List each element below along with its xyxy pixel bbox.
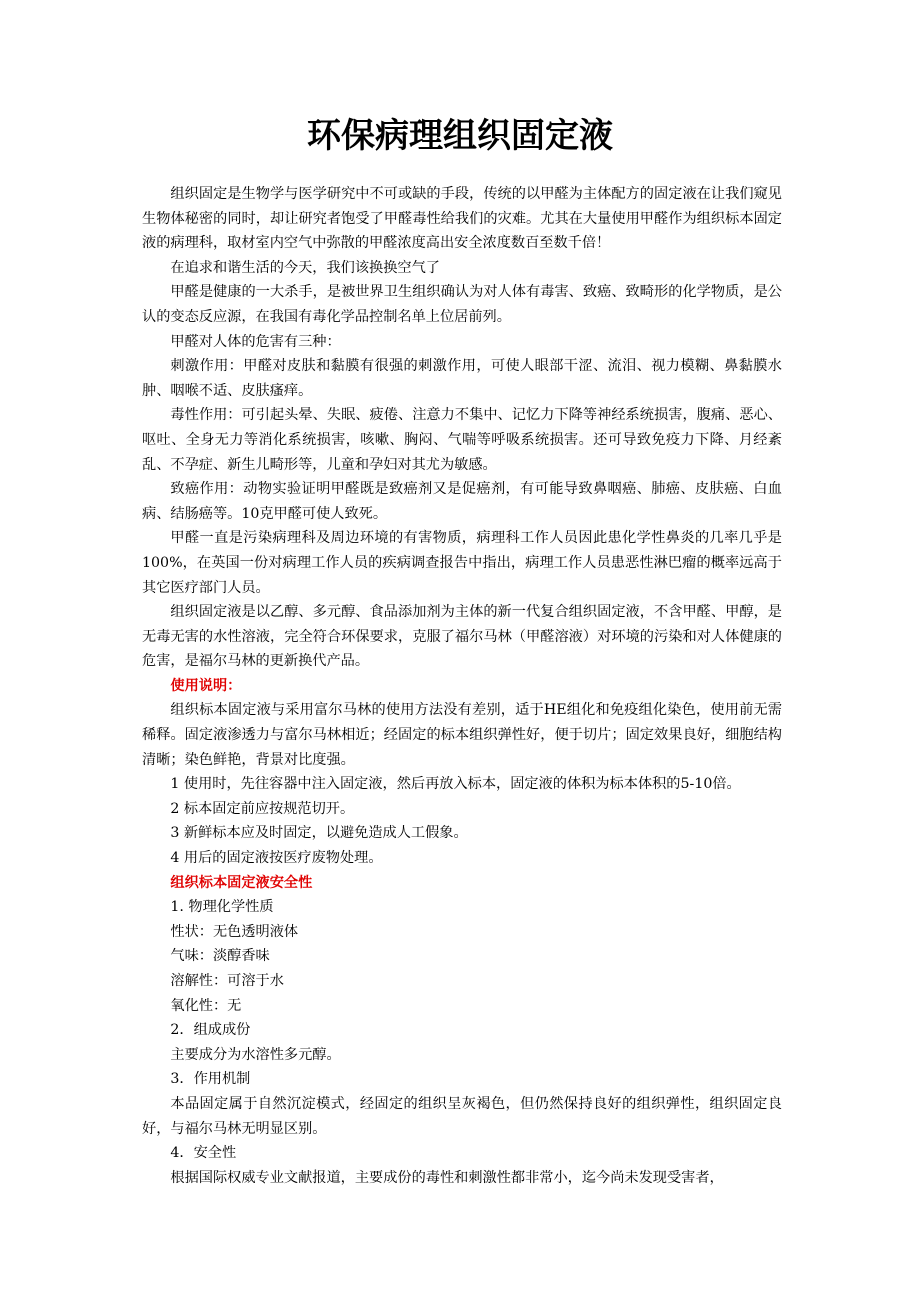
safety-section-1-heading: 1. 物理化学性质: [170, 899, 274, 916]
paragraph-irritation: 刺激作用：甲醛对皮肤和黏膜有很强的刺激作用，可使人眼部干涩、流泪、视力模糊、鼻黏膜水肿、咽喉不适、皮肤瘙痒。: [142, 358, 782, 399]
paragraph-formaldehyde-killer: 甲醛是健康的一大杀手，是被世界卫生组织确认为对人体有毒害、致癌、致畸形的化学物质，是公认的变态反应源，在我国有毒化学品控制名单上位居前列。: [142, 284, 782, 325]
paragraph-intro: 组织固定是生物学与医学研究中不可或缺的手段，传统的以甲醛为主体配方的固定液在让我们窥见生物体秘密的同时，却让研究者饱受了甲醛毒性给我们的灾难。尤其在大量使用甲醛作为组织标本固定液的病理科，取材室内空气中弥散的甲醛浓度高出安全浓度数百至数千倍！: [142, 186, 782, 252]
usage-heading: 使用说明：: [170, 677, 242, 694]
document-title: 环保病理组织固定液: [307, 116, 613, 156]
usage-step-4: 4 用后的固定液按医疗废物处理。: [170, 850, 383, 867]
usage-step-2: 2 标本固定前应按规范切开。: [170, 800, 355, 817]
usage-step-3: 3 新鲜标本应及时固定，以避免造成人工假象。: [170, 825, 468, 842]
safety-heading: 组织标本固定液安全性: [170, 874, 313, 891]
safety-odor: 气味：淡醇香味: [170, 948, 270, 965]
paragraph-carcinogenic: 致癌作用：动物实验证明甲醛既是致癌剂又是促癌剂，有可能导致鼻咽癌、肺癌、皮肤癌、白血病、结肠癌等。10克甲醛可使人致死。: [142, 481, 782, 522]
paragraph-product-intro: 组织固定液是以乙醇、多元醇、食品添加剂为主体的新一代复合组织固定液，不含甲醛、甲醇，是无毒无害的水性溶液，完全符合环保要求，克服了福尔马林（甲醛溶液）对环境的污染和对人体健康的危害，是福尔马林的更新换代产品。: [142, 604, 782, 670]
safety-oxidizing: 氧化性：无: [170, 997, 242, 1014]
safety-appearance: 性状：无色透明液体: [170, 923, 299, 940]
usage-paragraph: 组织标本固定液与采用富尔马林的使用方法没有差别，适于HE组化和免疫组化染色，使用前无需稀释。固定液渗透力与富尔马林相近；经固定的标本组织弹性好，便于切片；固定效果良好，细胞结构清晰；染色鲜艳，背景对比度强。: [142, 702, 782, 768]
safety-section-2-heading: 2．组成成份: [170, 1022, 251, 1039]
paragraph-toxicity: 毒性作用：可引起头晕、失眠、疲倦、注意力不集中、记忆力下降等神经系统损害，腹痛、恶心、呕吐、全身无力等消化系统损害，咳嗽、胸闷、气喘等呼吸系统损害。还可导致免疫力下降、月经紊乱、不孕症、新生儿畸形等，儿童和孕妇对其尤为敏感。: [142, 407, 782, 473]
usage-step-1: 1 使用时，先往容器中注入固定液，然后再放入标本，固定液的体积为标本体积的5-10倍。: [170, 776, 741, 793]
paragraph-slogan: 在追求和谐生活的今天，我们该换换空气了: [170, 259, 440, 276]
safety-mechanism: 本品固定属于自然沉淀模式，经固定的组织呈灰褐色，但仍然保持良好的组织弹性，组织固定良好，与福尔马林无明显区别。: [142, 1095, 782, 1137]
paragraph-pathology-pollution: 甲醛一直是污染病理科及周边环境的有害物质，病理科工作人员因此患化学性鼻炎的几率几乎是100%，在英国一份对病理工作人员的疾病调查报告中指出，病理工作人员患恶性淋巴瘤的概率远高于其它医疗部门人员。: [142, 530, 782, 596]
safety-section-3-heading: 3．作用机制: [170, 1071, 251, 1088]
paragraph-three-hazards: 甲醛对人体的危害有三种：: [170, 333, 341, 350]
safety-composition: 主要成分为水溶性多元醇。: [170, 1046, 341, 1063]
safety-section-4-heading: 4．安全性: [170, 1145, 237, 1162]
safety-solubility: 溶解性：可溶于水: [170, 973, 284, 989]
safety-statement: 根据国际权威专业文献报道，主要成份的毒性和刺激性都非常小，迄今尚未发现受害者，: [170, 1169, 724, 1186]
document-body: [142, 182, 782, 1190]
